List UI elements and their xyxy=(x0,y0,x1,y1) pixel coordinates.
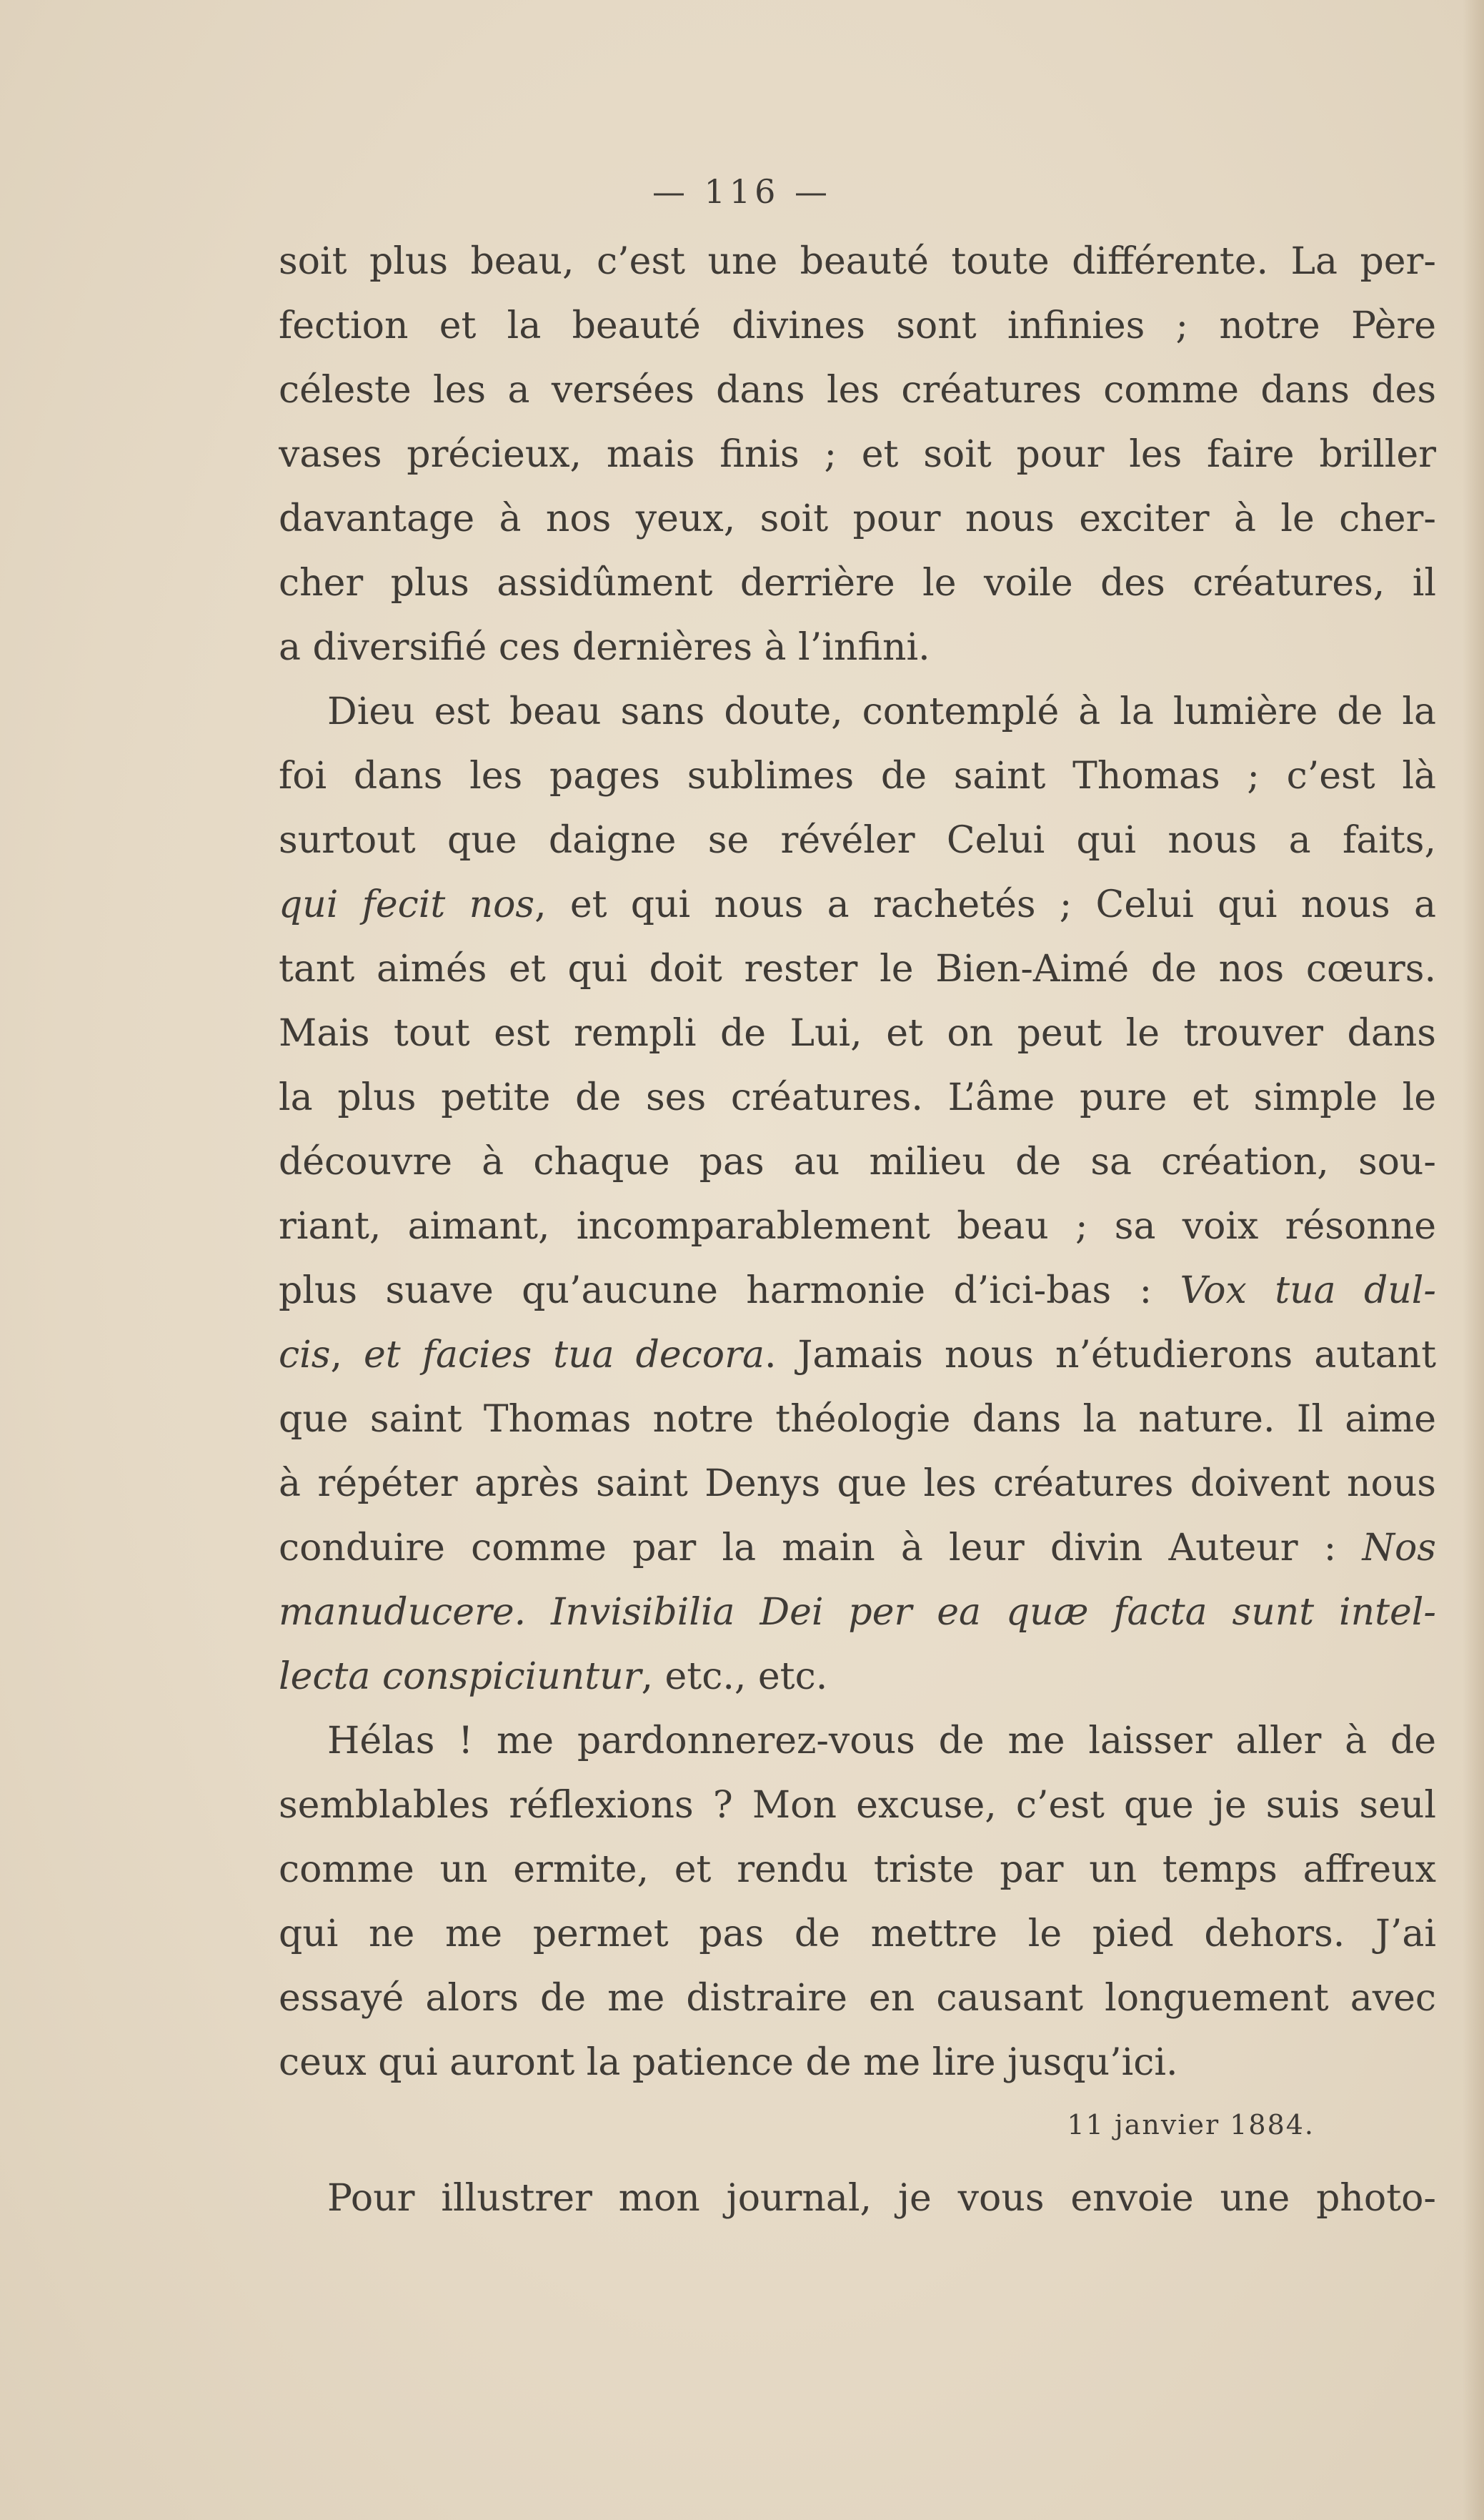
text-line: comme un ermite, et rendu triste par un temps affreux xyxy=(279,1848,1436,1891)
latin-phrase: qui fecit nos xyxy=(279,883,535,926)
dateline: 11 janvier 1884. xyxy=(1067,2109,1315,2140)
text-line xyxy=(279,1587,1436,1638)
text-line: soit plus beau, c’est une beauté toute différente. La per- xyxy=(279,240,1436,283)
page-edge-shadow xyxy=(1463,0,1484,2520)
latin-phrase: lecta conspiciuntur xyxy=(279,1655,642,1698)
text-line: vases précieux, mais finis ; et soit pour les faire briller xyxy=(279,433,1436,476)
text-line: ceux qui auront la patience de me lire jusqu’ici. xyxy=(279,2041,1178,2084)
latin-phrase: cis xyxy=(279,1334,331,1376)
text-line: la plus petite de ses créatures. L’âme pure et simple le xyxy=(279,1076,1436,1119)
text-line: davantage à nos yeux, soit pour nous exciter à le cher- xyxy=(279,497,1436,540)
text-line: plus suave qu’aucune harmonie d’ici-bas : Vox tua dul- xyxy=(279,1269,1436,1312)
text-line: que saint Thomas notre théologie dans la nature. Il aime xyxy=(279,1398,1436,1441)
text-line: à répéter après saint Denys que les créatures doivent nous xyxy=(279,1462,1436,1505)
text-line: cher plus assidûment derrière le voile des créatures, il xyxy=(279,562,1436,605)
text-line: Hélas ! me pardonnerez-vous de me laisser aller à de xyxy=(327,1720,1436,1762)
text-line: qui ne me permet pas de mettre le pied dehors. J’ai xyxy=(279,1913,1436,1955)
text-line: essayé alors de me distraire en causant longuement avec xyxy=(279,1977,1436,2020)
text-line: conduire comme par la main à leur divin Auteur : Nos xyxy=(279,1527,1436,1569)
text-line: a diversifié ces dernières à l’infini. xyxy=(279,626,930,669)
text-line: qui fecit nos, et qui nous a rachetés ; Celui qui nous a xyxy=(279,883,1436,926)
latin-phrase: Nos xyxy=(1362,1527,1436,1569)
latin-phrase: et facies tua decora xyxy=(364,1334,765,1376)
page-number: — 116 — xyxy=(652,172,832,211)
text-line: foi dans les pages sublimes de saint Thomas ; c’est là xyxy=(279,755,1436,798)
text-line: riant, aimant, incomparablement beau ; sa voix résonne xyxy=(279,1205,1436,1248)
text-line: découvre à chaque pas au milieu de sa création, sou- xyxy=(279,1141,1436,1184)
text-line: céleste les a versées dans les créatures comme dans des xyxy=(279,369,1436,412)
text-line: Dieu est beau sans doute, contemplé à la lumière de la xyxy=(327,690,1436,733)
text-line: cis, et facies tua decora. Jamais nous n’étudierons autant xyxy=(279,1334,1436,1376)
latin-phrase: manuducere. Invisibilia Dei per ea quæ facta sunt intel- xyxy=(279,1591,1436,1634)
text-line: Pour illustrer mon journal, je vous envoie une photo- xyxy=(327,2177,1436,2220)
text-line: lecta conspiciuntur, etc., etc. xyxy=(279,1655,828,1698)
text-line: tant aimés et qui doit rester le Bien-Aimé de nos cœurs. xyxy=(279,948,1436,991)
text-line: fection et la beauté divines sont infinies ; notre Père xyxy=(279,304,1436,347)
text-line: Mais tout est rempli de Lui, et on peut le trouver dans xyxy=(279,1012,1436,1055)
text-line: surtout que daigne se révéler Celui qui nous a faits, xyxy=(279,819,1436,862)
latin-phrase: Vox tua dul- xyxy=(1180,1269,1436,1312)
text-line: semblables réflexions ? Mon excuse, c’est que je suis seul xyxy=(279,1784,1436,1827)
